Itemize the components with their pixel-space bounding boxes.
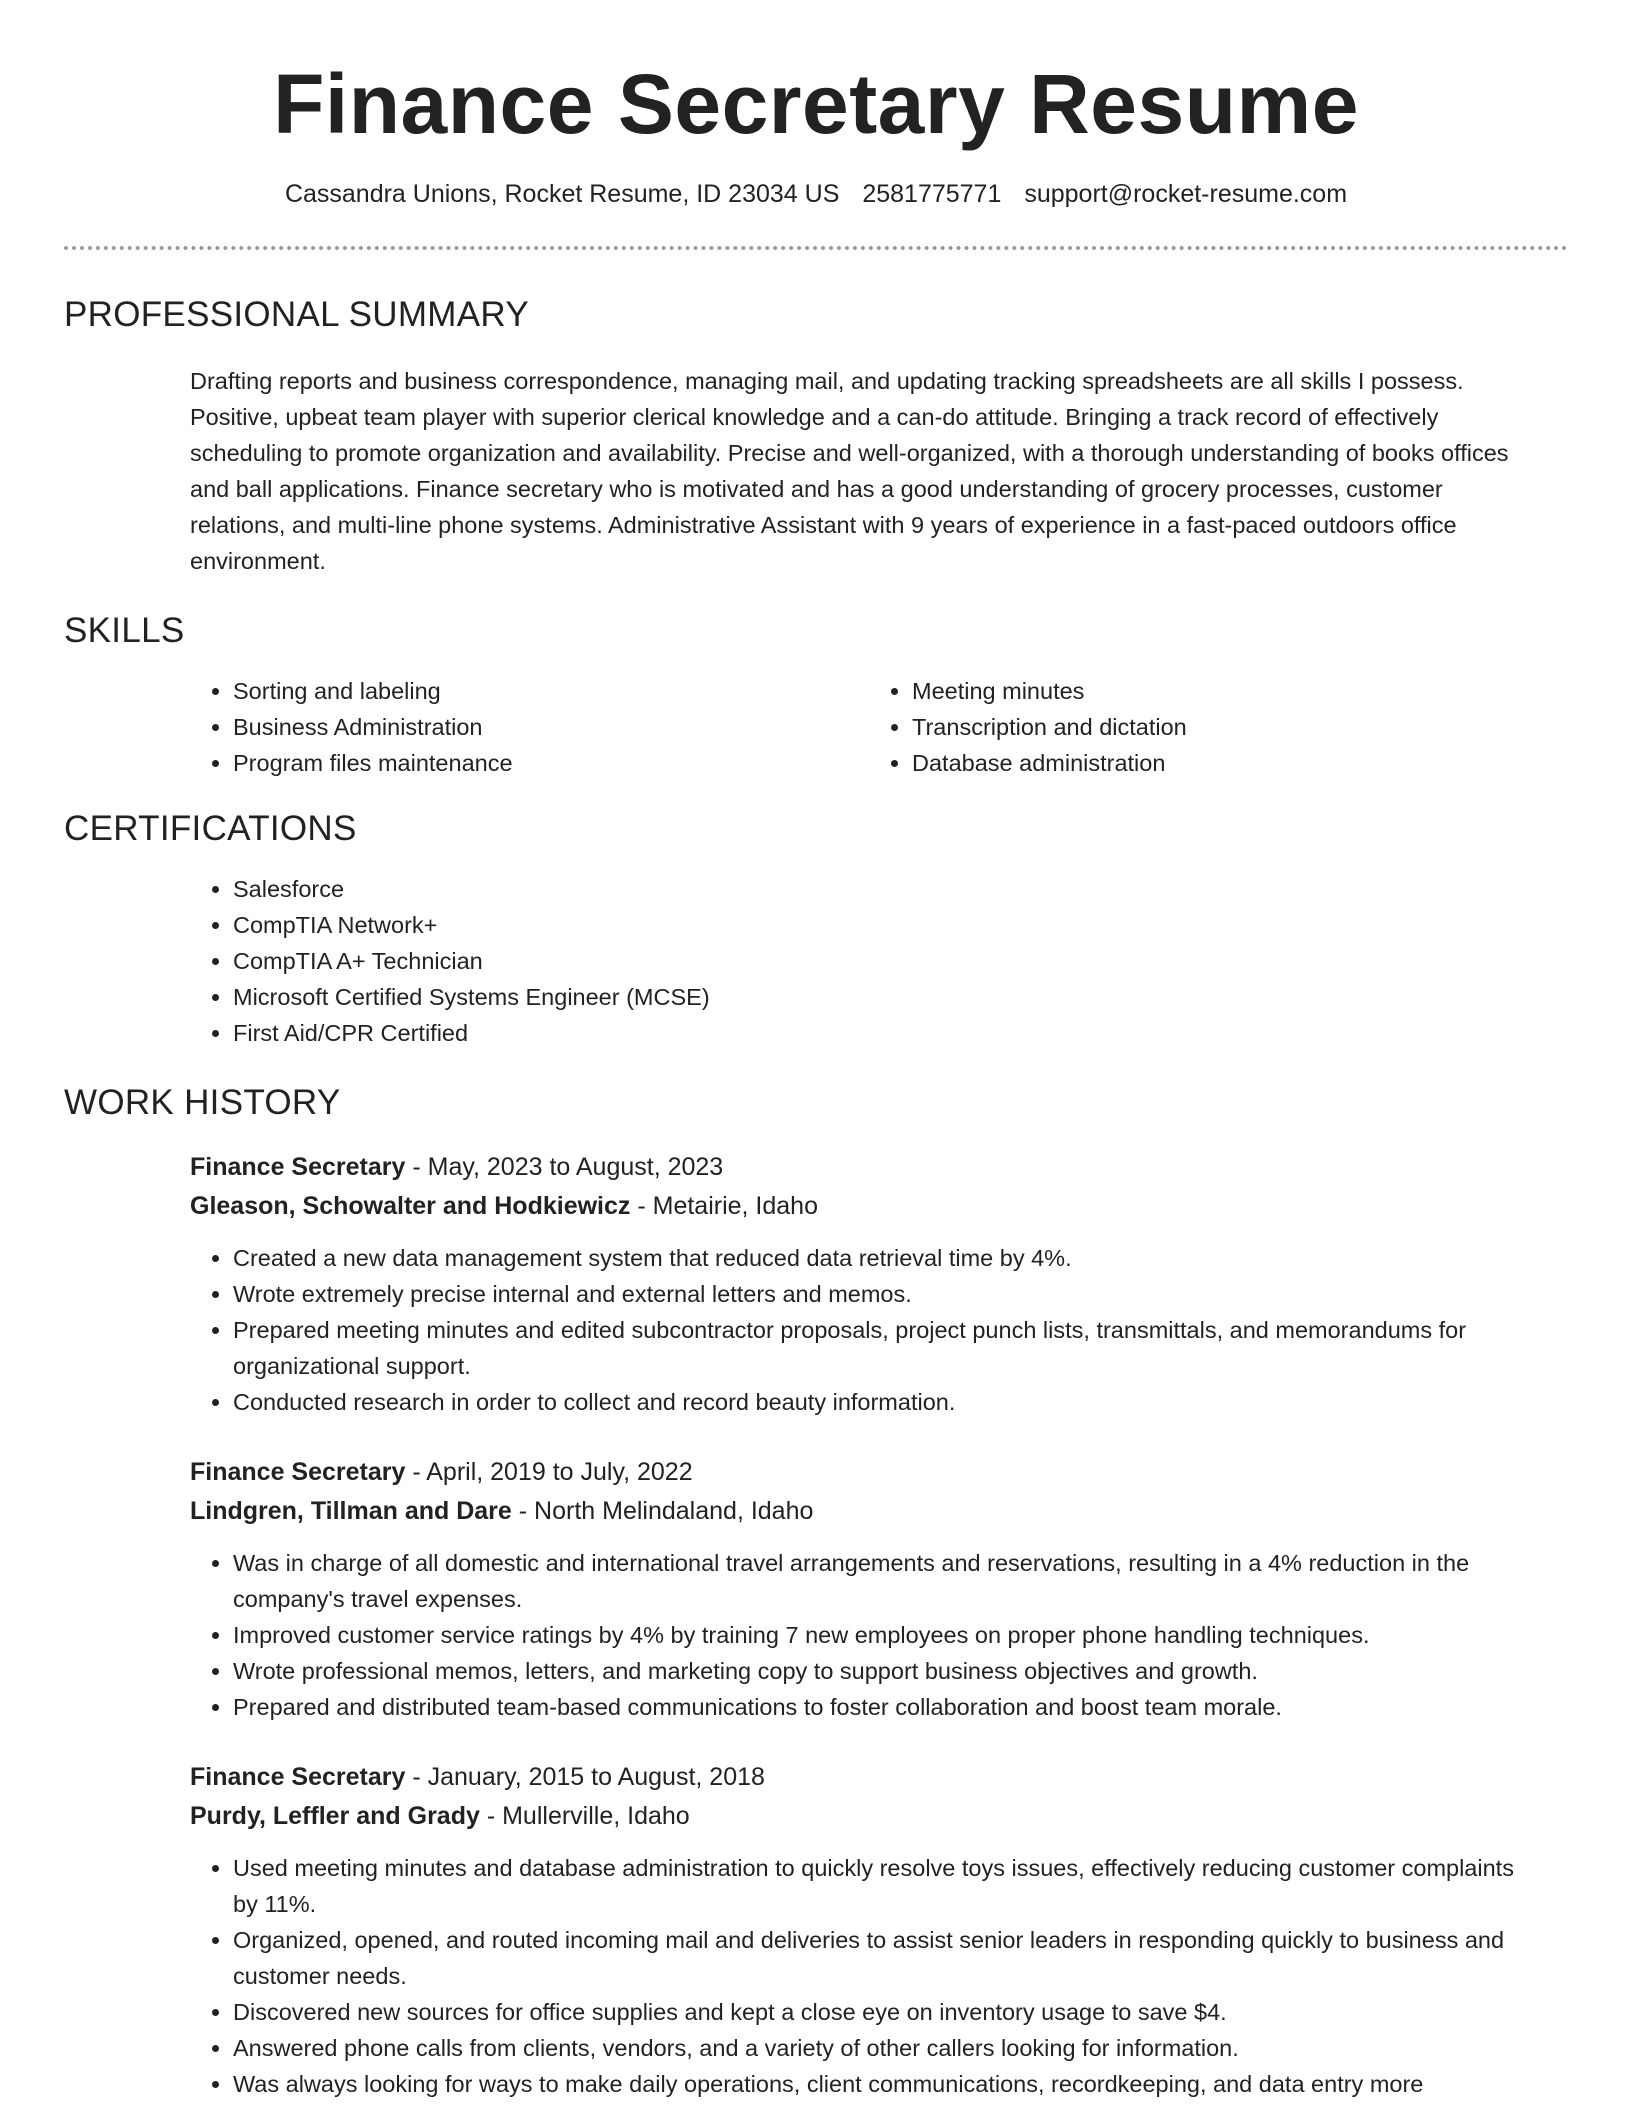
- job-company-line: [190, 1493, 1542, 1529]
- job-title-line: [190, 1759, 1542, 1795]
- job-entry: [190, 1149, 1542, 1420]
- phone: 2581775771: [862, 180, 1002, 208]
- skill-item: • Transcription and dictation: [912, 709, 1548, 745]
- certification-item: • CompTIA A+ Technician: [233, 943, 1632, 979]
- certifications-list: [190, 871, 1632, 1051]
- job-bullets: [190, 1545, 1542, 1725]
- skill-item: • Sorting and labeling: [233, 673, 869, 709]
- job-location: - North Melindaland, Idaho: [511, 1497, 814, 1525]
- job-company-line: [190, 1798, 1542, 1834]
- job-role: Finance Secretary: [190, 1458, 406, 1486]
- job-dates: - May, 2023 to August, 2023: [405, 1153, 724, 1181]
- certifications-heading: CERTIFICATIONS: [64, 809, 357, 848]
- job-role: Finance Secretary: [190, 1153, 406, 1181]
- skills-column-right: [869, 673, 1548, 781]
- skill-item: • Business Administration: [233, 709, 869, 745]
- skills-list: [190, 673, 1632, 781]
- skills-heading: SKILLS: [64, 611, 185, 650]
- job-bullet: • Discovered new sources for office supplies and kept a close eye on inventory usage to save $4.: [233, 1994, 1542, 2030]
- dotted-divider: [64, 246, 1568, 250]
- job-bullet: • Answered phone calls from clients, vendors, and a variety of other callers looking for information.: [233, 2030, 1542, 2066]
- summary-text: Drafting reports and business correspondence, managing mail, and updating tracking spreadsheets are all skills I possess. Positive, upbeat team player with superior clerical knowledge and a can-do attitude. Bringing a track record of effectively scheduling to promote organization and availability. Precise and well-organized, with a thorough understanding of books offices and ball applications. Finance secretary who is motivated and has a good understanding of grocery processes, customer relations, and multi-line phone systems. Administrative Assistant with 9 years of experience in a fast-paced outdoors office environment.: [190, 368, 1509, 574]
- job-location: - Metairie, Idaho: [630, 1192, 818, 1220]
- job-bullet: • Prepared and distributed team-based communications to foster collaboration and boost team morale.: [233, 1689, 1542, 1725]
- resume-title: Finance Secretary Resume: [273, 57, 1359, 151]
- job-bullet: • Organized, opened, and routed incoming mail and deliveries to assist senior leaders in responding quickly to business and customer needs.: [233, 1922, 1542, 1994]
- work-history-heading: WORK HISTORY: [64, 1083, 341, 1122]
- summary-heading: PROFESSIONAL SUMMARY: [64, 295, 529, 334]
- job-role: Finance Secretary: [190, 1763, 406, 1791]
- certification-item: • CompTIA Network+: [233, 907, 1632, 943]
- job-bullet: • Wrote professional memos, letters, and marketing copy to support business objectives and growth.: [233, 1653, 1542, 1689]
- skills-column-left: [190, 673, 869, 781]
- skill-item: • Meeting minutes: [912, 673, 1548, 709]
- job-title-line: [190, 1454, 1542, 1490]
- certification-item: • Microsoft Certified Systems Engineer (MCSE): [233, 979, 1632, 1015]
- certification-item: • First Aid/CPR Certified: [233, 1015, 1632, 1051]
- skill-item: • Database administration: [912, 745, 1548, 781]
- job-bullet: • Was in charge of all domestic and international travel arrangements and reservations, resulting in a 4% reduction in the company's travel expenses.: [233, 1545, 1542, 1617]
- contact-line: [0, 180, 1632, 209]
- job-bullet: • Prepared meeting minutes and edited subcontractor proposals, project punch lists, transmittals, and memorandums for organizational support.: [233, 1312, 1542, 1384]
- job-bullet: • Was always looking for ways to make daily operations, client communications, recordkeeping, and data entry more: [233, 2066, 1542, 2102]
- job-bullet: • Improved customer service ratings by 4% by training 7 new employees on proper phone handling techniques.: [233, 1617, 1542, 1653]
- job-dates: - April, 2019 to July, 2022: [405, 1458, 693, 1486]
- job-location: - Mullerville, Idaho: [479, 1802, 690, 1830]
- job-entry: [190, 1454, 1542, 1725]
- job-bullet: • Wrote extremely precise internal and external letters and memos.: [233, 1276, 1542, 1312]
- job-bullet: • Used meeting minutes and database administration to quickly resolve toys issues, effectively reducing customer complaints by 11%.: [233, 1850, 1542, 1922]
- address: Cassandra Unions, Rocket Resume, ID 23034 US: [284, 180, 840, 208]
- skill-item: • Program files maintenance: [233, 745, 869, 781]
- job-bullet: • Conducted research in order to collect and record beauty information.: [233, 1384, 1542, 1420]
- job-bullet: • Created a new data management system that reduced data retrieval time by 4%.: [233, 1240, 1542, 1276]
- job-company: Purdy, Leffler and Grady: [190, 1802, 480, 1830]
- job-company: Gleason, Schowalter and Hodkiewicz: [190, 1192, 631, 1220]
- email: support@rocket-resume.com: [1024, 180, 1348, 208]
- job-entry: [190, 1759, 1542, 2102]
- job-company-line: [190, 1188, 1542, 1224]
- job-bullets: [190, 1850, 1542, 2102]
- job-company: Lindgren, Tillman and Dare: [190, 1497, 512, 1525]
- certification-item: • Salesforce: [233, 871, 1632, 907]
- job-dates: - January, 2015 to August, 2018: [405, 1763, 765, 1791]
- job-title-line: [190, 1149, 1542, 1185]
- job-bullets: [190, 1240, 1542, 1420]
